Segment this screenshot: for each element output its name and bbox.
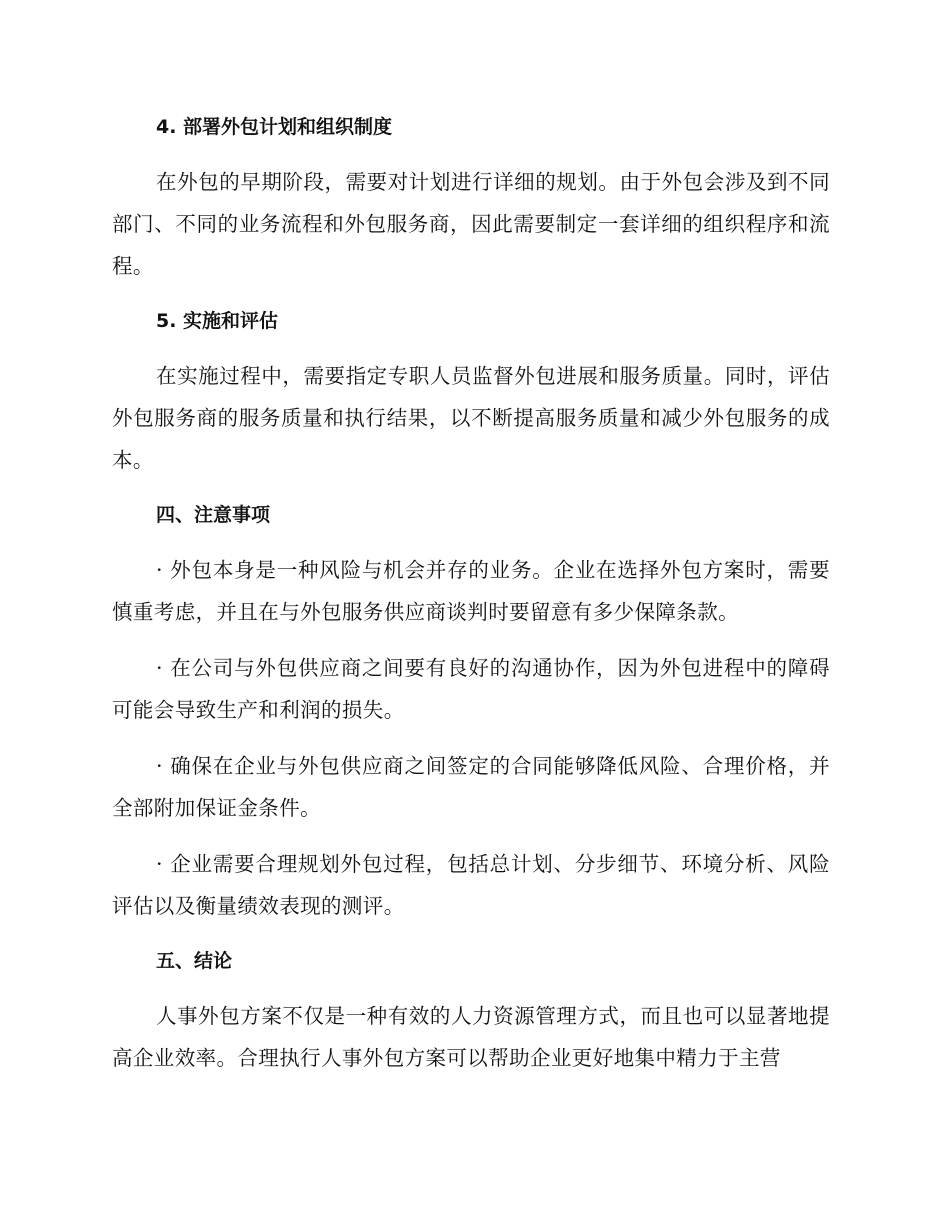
section-heading-conclusion: 五、结论 (156, 950, 233, 972)
section-heading-implement-evaluate: 5. 实施和评估 (156, 310, 279, 332)
paragraph-implement-evaluate: 在实施过程中，需要指定专职人员监督外包进展和服务质量。同时，评估外包服务商的服务质量和执行结果，以不断提高服务质量和减少外包服务的成本。 (112, 364, 830, 472)
bullet-paragraph-risk: · 外包本身是一种风险与机会并存的业务。企业在选择外包方案时，需要慎重考虑，并且在与外包服务供应商谈判时要留意有多少保障条款。 (112, 558, 830, 624)
document-body (112, 107, 830, 1093)
paragraph-conclusion: 人事外包方案不仅是一种有效的人力资源管理方式，而且也可以显著地提高企业效率。合理执行人事外包方案可以帮助企业更好地集中精力于主营 (112, 1004, 830, 1070)
paragraph-deploy-plan: 在外包的早期阶段，需要对计划进行详细的规划。由于外包会涉及到不同部门、不同的业务流程和外包服务商，因此需要制定一套详细的组织程序和流程。 (112, 170, 830, 278)
section-heading-deploy-plan: 4. 部署外包计划和组织制度 (156, 116, 393, 138)
section-heading-notes: 四、注意事项 (156, 504, 271, 526)
bullet-paragraph-contract: · 确保在企业与外包供应商之间签定的合同能够降低风险、合理价格，并全部附加保证金条件。 (112, 754, 830, 820)
bullet-paragraph-planning: · 企业需要合理规划外包过程，包括总计划、分步细节、环境分析、风险评估以及衡量绩效表现的测评。 (112, 852, 830, 918)
bullet-paragraph-communication: · 在公司与外包供应商之间要有良好的沟通协作，因为外包进程中的障碍可能会导致生产和利润的损失。 (112, 656, 830, 722)
